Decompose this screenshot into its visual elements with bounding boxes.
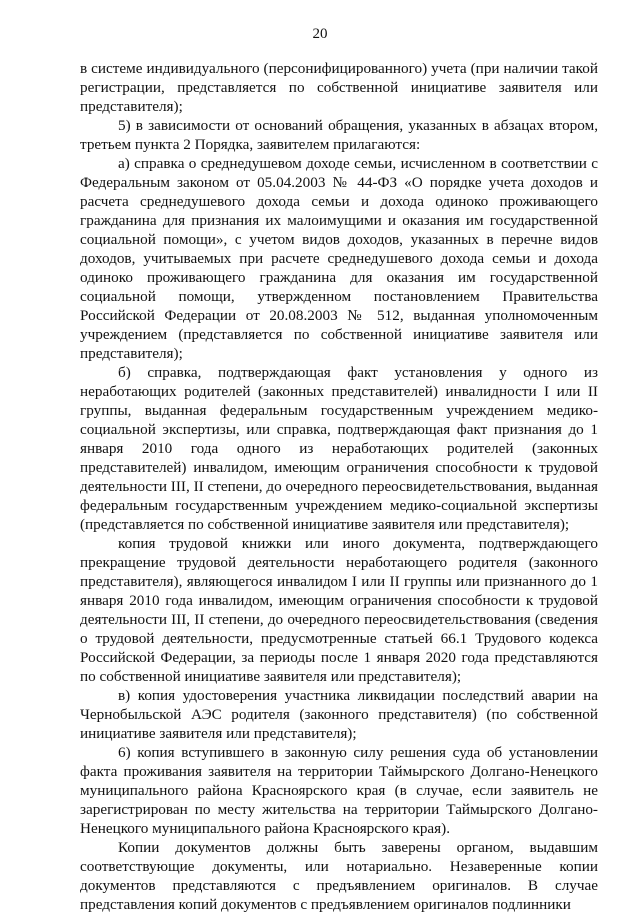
paragraph-copies-certification: Копии документов должны быть заверены органом, выдавшим соответствующие документы, или нотариально. Незаверенные копии документов представляются с предъявлением оригиналов. В случае представления копий документов с предъявлением оригиналов подлинники: [80, 839, 598, 913]
paragraph-continuation: в системе индивидуального (персонифицированного) учета (при наличии такой регистрации, представляется по собственной инициативе заявителя или представителя);: [80, 60, 598, 115]
page-number: 20: [312, 26, 328, 42]
paragraph-item-5b: б) справка, подтверждающая факт установления у одного из неработающих родителей (законных представителей) инвалидности I или II группы, выданная федеральным государственным учреждением медико-социальной экспертизы, или справка, подтверждающая факт признания до 1 января 2010 года одного из неработающих родителей (законных представителей) инвалидом, имеющим ограничения способности к трудовой деятельности III, II степени, до очередного переосвидетельствования, выданная федеральным государственным учреждением медико-социальной экспертизы (представляется по собственной инициативе заявителя или представителя);: [80, 364, 598, 533]
paragraph-item-6: 6) копия вступившего в законную силу решения суда об установлении факта проживания заявителя на территории Таймырского Долгано-Ненецкого муниципального района Красноярского края (в случае, если заявитель не зарегистрирован по месту жительства на территории Таймырского Долгано-Ненецкого муниципального района Красноярского края).: [80, 744, 598, 837]
document-body: [80, 59, 598, 914]
paragraph-item-5a: а) справка о среднедушевом доходе семьи, исчисленном в соответствии с Федеральным законом от 05.04.2003 № 44-ФЗ «О порядке учета доходов и расчета среднедушевого дохода семьи и дохода одиноко проживающего гражданина для признания их малоимущими и оказания им государственной социальной помощи», с учетом видов доходов, указанных в перечне видов доходов, учитываемых при расчете среднедушевого дохода семьи и дохода одиноко проживающего гражданина для оказания им государственной социальной помощи, утвержденном постановлением Правительства Российской Федерации от 20.08.2003 № 512, выданная уполномоченным учреждением (представляется по собственной инициативе заявителя или представителя);: [80, 155, 598, 362]
paragraph-item-5v: в) копия удостоверения участника ликвидации последствий аварии на Чернобыльской АЭС родителя (законного представителя) (по собственной инициативе заявителя или представителя);: [80, 687, 598, 742]
paragraph-item-5: 5) в зависимости от оснований обращения, указанных в абзацах втором, третьем пункта 2 Порядка, заявителем прилагаются:: [80, 117, 598, 153]
paragraph-work-record-copy: копия трудовой книжки или иного документа, подтверждающего прекращение трудовой деятельности неработающего родителя (законного представителя), являющегося инвалидом I или II группы или признанного до 1 января 2010 года инвалидом, имеющим ограничения способности к трудовой деятельности III, II степени, до очередного переосвидетельствования (сведения о трудовой деятельности, предусмотренные статьей 66.1 Трудового кодекса Российской Федерации, за периоды после 1 января 2020 года представляются по собственной инициативе заявителя или представителя);: [80, 535, 598, 685]
